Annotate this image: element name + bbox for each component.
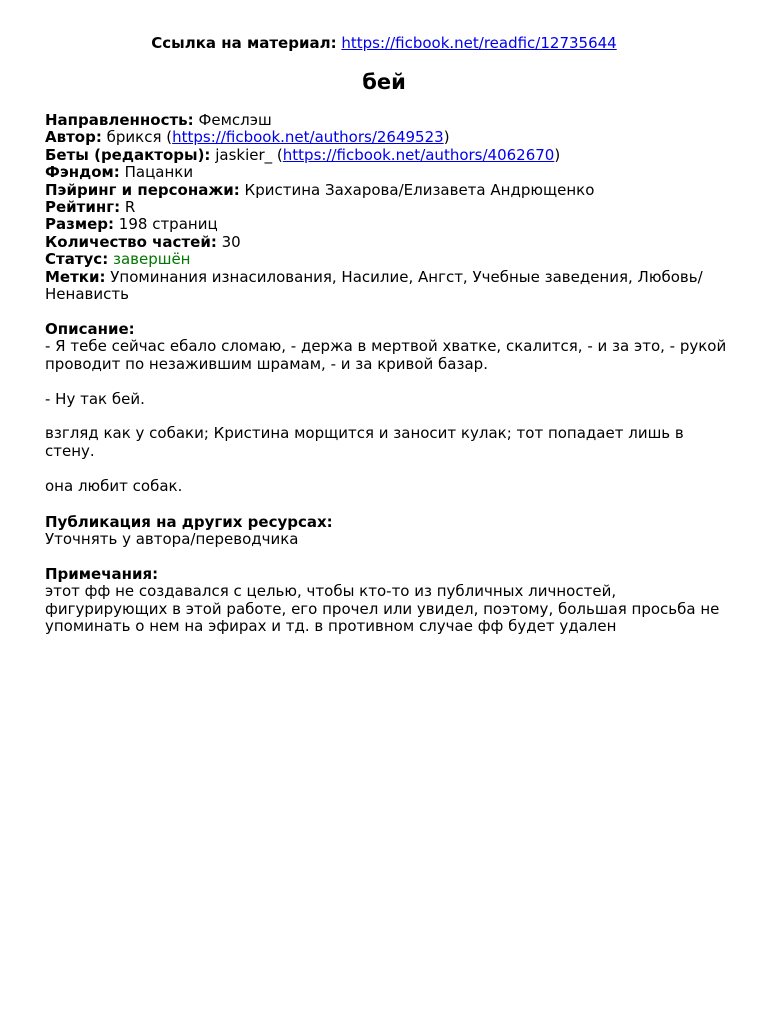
beta-profile-link[interactable]: https://ficbook.net/authors/4062670	[282, 145, 555, 164]
meta-direction-value: Фемслэш	[198, 111, 272, 129]
meta-tags-value: Упоминания изнасилования, Насилие, Ангст, Учебные заведения, Любовь/Ненависть	[45, 267, 703, 304]
meta-fandom-label: Фэндом:	[45, 163, 120, 182]
author-profile-link[interactable]: https://ficbook.net/authors/2649523	[172, 128, 444, 147]
meta-tags-label: Метки:	[45, 267, 106, 286]
source-line	[45, 34, 723, 52]
meta-pairing	[45, 182, 735, 199]
meta-author	[45, 129, 735, 146]
meta-status	[45, 251, 735, 268]
meta-pairing-value: Кристина Захарова/Елизавета Андрющенко	[244, 180, 595, 199]
description-heading: Описание:	[45, 320, 135, 338]
description-paragraph: взгляд как у собаки; Кристина морщится и заносит кулак; тот попадает лишь в стену.	[45, 424, 684, 460]
meta-fandom-value: Пацанки	[124, 163, 194, 182]
description-paragraph: - Ну так бей.	[45, 389, 145, 408]
meta-rating-label: Рейтинг:	[45, 198, 121, 217]
description-paragraph: - Я тебе сейчас ебало сломаю, - держа в мертвой хватке, скалится, - и за это, - рукой проводит по незажившим шрамам, - и за кривой базар.	[45, 337, 727, 373]
meta-betas-label: Беты (редакторы):	[45, 145, 211, 164]
meta-author-close-paren: )	[443, 128, 450, 147]
status-badge: завершён	[112, 250, 191, 269]
notes-heading: Примечания:	[45, 565, 159, 583]
meta-size-value: 198 страниц	[118, 215, 218, 234]
notes-text: этот фф не создавался с целью, чтобы кто-то из публичных личностей, фигурирующих в этой работе, его прочел или увидел, поэтому, большая просьба не упоминать о нем на эфирах и тд. в противном случае фф будет удален	[45, 582, 720, 636]
meta-size-label: Размер:	[45, 215, 115, 234]
meta-direction	[45, 112, 735, 129]
publication-heading: Публикация на других ресурсах:	[45, 513, 333, 531]
work-title: бей	[362, 70, 406, 94]
meta-rating-value: R	[124, 198, 136, 217]
meta-tags	[45, 269, 735, 304]
meta-parts	[45, 234, 735, 251]
meta-betas-name: jaskier_	[215, 145, 273, 164]
source-label: Ссылка на материал:	[151, 34, 337, 52]
description-paragraph: она любит собак.	[45, 476, 183, 495]
meta-pairing-label: Пэйринг и персонажи:	[45, 180, 240, 199]
meta-size	[45, 216, 735, 233]
work-metadata	[45, 112, 735, 303]
meta-parts-value: 30	[221, 232, 241, 251]
source-link[interactable]: https://ficbook.net/readfic/12735644	[341, 34, 617, 52]
meta-rating	[45, 199, 735, 216]
meta-status-label: Статус:	[45, 250, 109, 269]
publication-text: Уточнять у автора/переводчика	[45, 530, 299, 549]
meta-author-open-paren: (	[161, 128, 173, 147]
meta-fandom	[45, 164, 735, 181]
meta-author-label: Автор:	[45, 128, 102, 147]
meta-betas	[45, 147, 735, 164]
meta-parts-label: Количество частей:	[45, 232, 217, 251]
notes-section	[45, 566, 735, 636]
paragraph-gap	[45, 408, 735, 425]
paragraph-gap	[45, 373, 735, 390]
meta-author-name: брикся	[106, 128, 162, 147]
description-section	[45, 321, 735, 495]
paragraph-gap	[45, 460, 735, 477]
meta-direction-label: Направленность:	[45, 111, 194, 129]
meta-betas-close-paren: )	[554, 145, 561, 164]
meta-betas-open-paren: (	[272, 145, 283, 164]
publication-section	[45, 514, 735, 549]
